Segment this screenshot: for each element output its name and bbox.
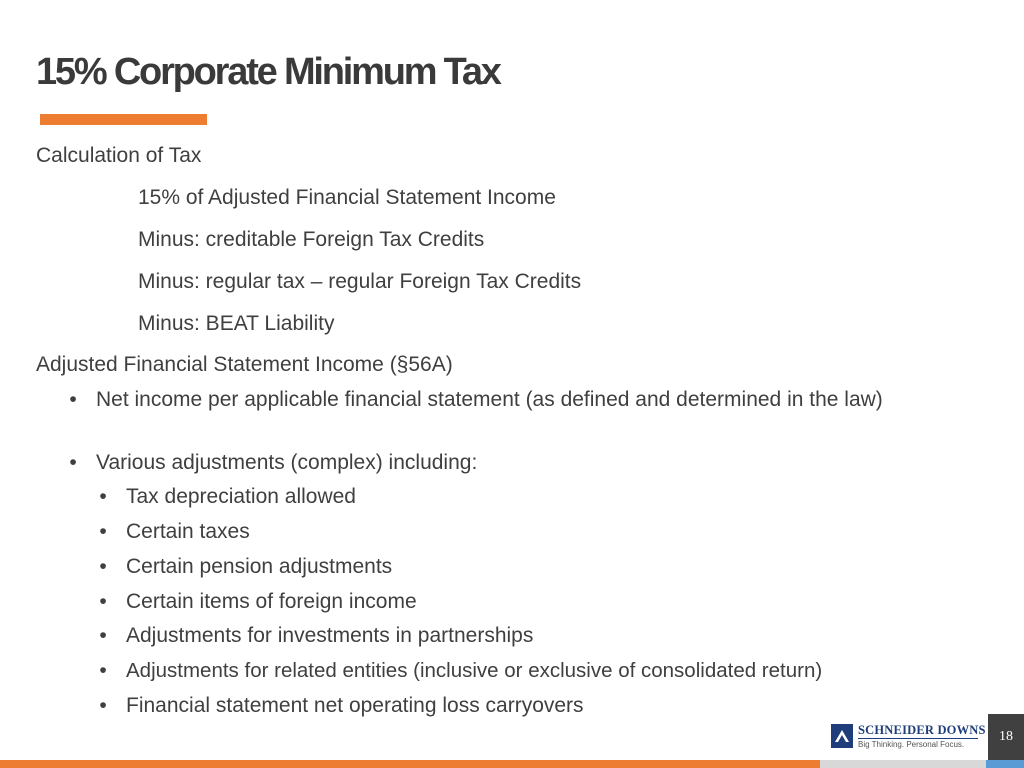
logo-tagline: Big Thinking. Personal Focus.	[858, 740, 965, 749]
calculation-item: Minus: BEAT Liability	[138, 312, 335, 335]
sub-bullet-text: Adjustments for related entities (inclusive or exclusive of consolidated return)	[126, 659, 823, 682]
calculation-item: Minus: creditable Foreign Tax Credits	[138, 228, 485, 251]
bullet-icon: •	[99, 624, 107, 647]
company-logo	[831, 722, 986, 752]
page-number: 18	[988, 714, 1024, 760]
logo-mark-icon	[831, 724, 853, 748]
sub-bullet-text: Financial statement net operating loss carryovers	[126, 694, 584, 717]
bullet-icon: •	[99, 520, 107, 543]
sub-bullet-text: Tax depreciation allowed	[126, 485, 356, 508]
footer-bar-orange	[0, 760, 820, 768]
bullet-text: Net income per applicable financial statement (as defined and determined in the law)	[96, 388, 883, 411]
calculation-heading: Calculation of Tax	[36, 144, 202, 167]
afsi-heading: Adjusted Financial Statement Income (§56A)	[36, 353, 453, 376]
sub-bullet-text: Certain taxes	[126, 520, 250, 543]
bullet-icon: •	[99, 659, 107, 682]
sub-bullet-text: Certain pension adjustments	[126, 555, 393, 578]
slide-title: 15% Corporate Minimum Tax	[36, 51, 500, 93]
logo-name: SCHNEIDER DOWNS	[858, 723, 986, 737]
title-underline	[40, 114, 207, 125]
bullet-icon: •	[69, 451, 77, 474]
bullet-icon: •	[99, 590, 107, 613]
bullet-icon: •	[99, 485, 107, 508]
bullet-icon: •	[99, 555, 107, 578]
bullet-text: Various adjustments (complex) including:	[96, 451, 478, 474]
calculation-item: 15% of Adjusted Financial Statement Income	[138, 186, 556, 209]
bullet-icon: •	[69, 388, 77, 411]
calculation-item: Minus: regular tax – regular Foreign Tax Credits	[138, 270, 582, 293]
logo-divider	[858, 738, 978, 739]
footer-bar-gray	[820, 760, 986, 768]
footer-bar-blue	[986, 760, 1024, 768]
bullet-icon: •	[99, 694, 107, 717]
sub-bullet-text: Adjustments for investments in partnerships	[126, 624, 534, 647]
sub-bullet-text: Certain items of foreign income	[126, 590, 417, 613]
